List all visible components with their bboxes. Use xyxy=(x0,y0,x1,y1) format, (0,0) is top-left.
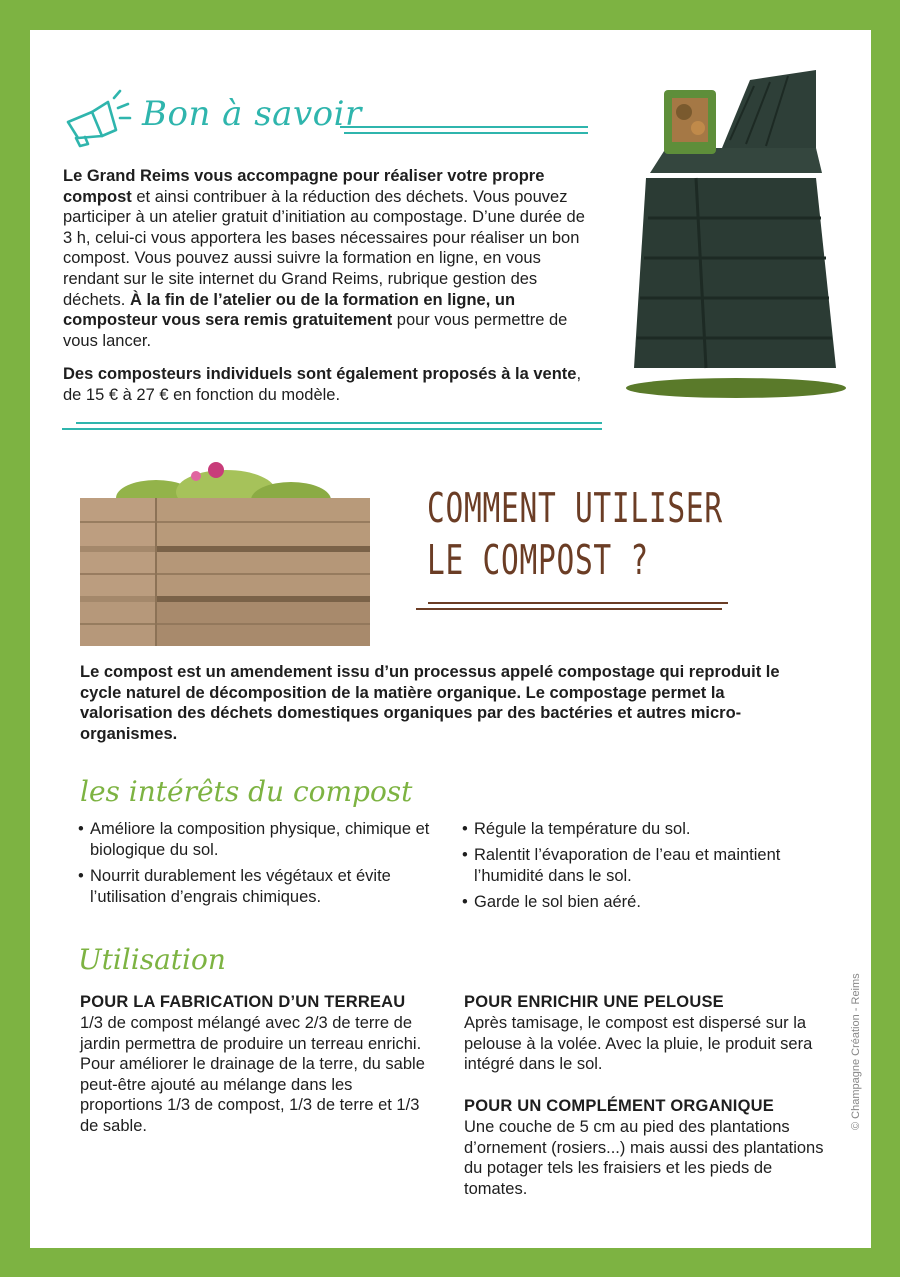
composter-image xyxy=(626,68,846,398)
terreau-heading: POUR LA FABRICATION D’UN TERREAU xyxy=(80,993,406,1011)
list-item: • Ralentit l’évaporation de l’eau et maintient l’humidité dans le sol. xyxy=(462,845,792,887)
bon-a-savoir-title: Bon à savoir xyxy=(142,94,362,134)
vente-paragraph: Des composteurs individuels sont également proposés à la vente, de 15 € à 27 € en fonction du modèle. xyxy=(63,365,582,404)
megaphone-icon xyxy=(62,88,134,148)
pelouse-block xyxy=(464,992,824,1075)
list-item: • Nourrit durablement les végétaux et évite l’utilisation d’engrais chimiques. xyxy=(78,866,448,908)
compost-definition: Le compost est un amendement issu d’un processus appelé compostage qui reproduit le cycle naturel de décomposition de la matière organique. Le compostage permet la valorisation des déchets domestiques organiques par des bactéries et autres micro-organismes. xyxy=(80,663,780,743)
pelouse-heading: POUR ENRICHIR UNE PELOUSE xyxy=(464,993,724,1011)
comment-divider xyxy=(416,600,731,612)
list-item: • Améliore la composition physique, chimique et biologique du sol. xyxy=(78,819,448,861)
interets-title: les intérêts du compost xyxy=(80,775,413,808)
comment-utiliser-title: COMMENT UTILISER LE COMPOST ? xyxy=(427,484,723,584)
photo-credit: © Champagne Création - Reims xyxy=(850,973,862,1130)
pelouse-text: Après tamisage, le compost est dispersé sur la pelouse à la volée. Avec la pluie, le produit sera intégré dans le sol. xyxy=(464,1014,813,1074)
utilisation-title: Utilisation xyxy=(78,943,226,976)
intro-paragraph: Le Grand Reims vous accompagne pour réaliser votre propre compost et ainsi contribuer à la réduction des déchets. Vous pouvez participer à un atelier gratuit d’initiation au compostage. D’une durée de 3 h, celui-ci vous apportera les bases nécessaires pour réaliser un bon compost. Vous pouvez aussi suivre la formation en ligne, en vous rendant sur le site internet du Grand Reims, rubrique gestion des déchets. À la fin de l’atelier ou de la formation en ligne, un composteur vous sera remis gratuitement pour vous permettre de vous lancer. xyxy=(63,167,585,350)
terreau-text: 1/3 de compost mélangé avec 2/3 de terre de jardin permettra de produire un terreau enrichi. Pour améliorer le drainage de la terre, du sable peut-être ajouté au mélange dans les proportions 1/3 de compost, 1/3 de terre et 1/3 de sable. xyxy=(80,1014,425,1135)
organique-heading: POUR UN COMPLÉMENT ORGANIQUE xyxy=(464,1097,774,1115)
list-item: • Garde le sol bien aéré. xyxy=(462,892,792,913)
title-divider xyxy=(340,124,590,136)
organique-block xyxy=(464,1096,824,1199)
list-item: • Régule la température du sol. xyxy=(462,819,792,840)
page xyxy=(30,30,871,1248)
organique-text: Une couche de 5 cm au pied des plantations d’ornement (rosiers...) mais aussi des plantations du potager tels les fraisiers et les pieds de tomates. xyxy=(464,1118,824,1198)
section-divider xyxy=(62,420,607,432)
terreau-block xyxy=(80,992,435,1137)
interets-list-left xyxy=(78,819,448,913)
garden-crate-image xyxy=(76,458,372,650)
interets-list-right xyxy=(462,819,792,918)
